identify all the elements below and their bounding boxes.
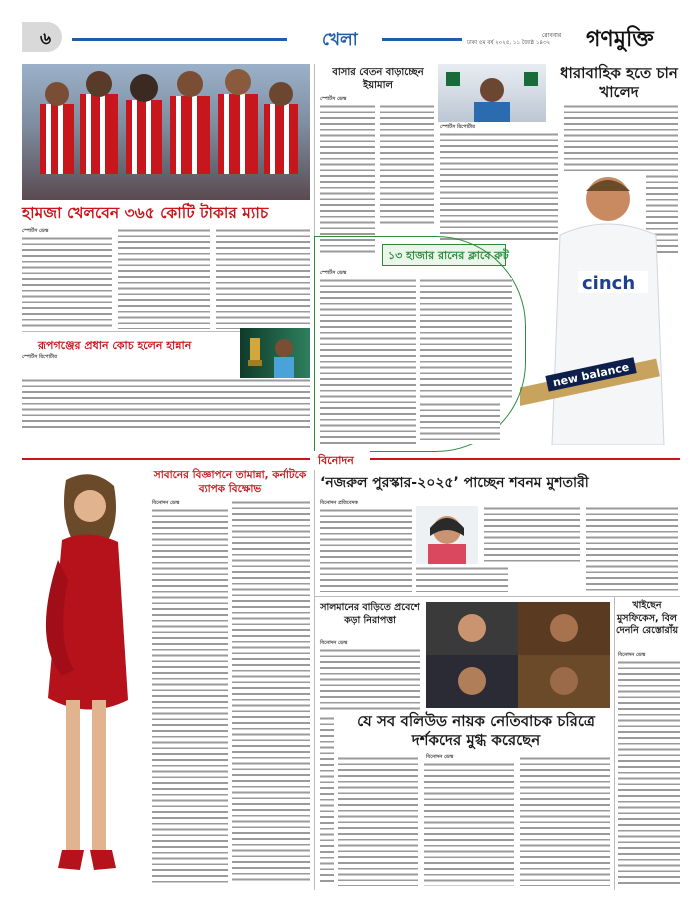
- masthead: [22, 20, 680, 56]
- svg-text:new balance: new balance: [551, 360, 631, 390]
- shabnam-mushtari-portrait: [416, 506, 478, 564]
- section-title: খেলা: [322, 30, 358, 50]
- day-label: রোববার: [542, 32, 562, 39]
- restaurant-body: [618, 660, 680, 886]
- villain-headline: যে সব বলিউড নায়ক নেতিবাচক চরিত্রে দর্শকদের মুগ্ধ করেছেন: [357, 712, 595, 749]
- villain-photo-collage: [426, 602, 610, 708]
- page-number: ৬: [40, 29, 52, 49]
- paper-name: গণমুক্তি: [586, 27, 654, 52]
- root-body-col3: [420, 402, 500, 444]
- hamza-body-col2: [118, 228, 210, 329]
- trophy-and-coach-image: [240, 328, 310, 378]
- salman-body: [320, 648, 420, 712]
- nazrul-body-col4: [586, 506, 678, 592]
- salary-body-col1: [320, 104, 375, 254]
- villain-body-col0: [338, 756, 418, 886]
- salary-headline: বাসার বেতন বাড়াচ্ছেন ইয়ামাল: [332, 67, 424, 91]
- col-divider-1: [314, 64, 315, 264]
- salman-credit: বিনোদন ডেস্ক: [320, 640, 348, 646]
- restaurant-headline: খাইছেন মুসফিকেস, বিল দেননি রেস্তোরাঁয়: [615, 600, 679, 636]
- coach-credit: স্পোর্টস রিপোর্টার: [22, 354, 57, 360]
- villain-credit: বিনোদন ডেস্ক: [426, 754, 454, 760]
- nazrul-credit: বিনোদন প্রতিবেদক: [320, 500, 358, 506]
- salary-body-col2: [380, 104, 434, 224]
- bollywood-actors-collage: [426, 602, 610, 708]
- root-photo: [520, 165, 680, 445]
- tamanna-body-col1: [152, 508, 228, 884]
- villain-body-col2: [520, 756, 610, 886]
- col-divider-2: [314, 470, 315, 890]
- entertainment-section-label: বিনোদন: [318, 454, 354, 467]
- tamanna-headline: সাবানের বিজ্ঞাপনে তামান্না, কর্নাটকে ব্যাপক বিক্ষোভ: [153, 469, 307, 495]
- khaled-headline: ধারাবাহিক হতে চান খালেদ: [560, 64, 678, 101]
- joe-root-batting-image: [520, 165, 680, 445]
- salary-credit: স্পোর্টস ডেস্ক: [320, 96, 347, 102]
- hamza-body-col1: [22, 236, 112, 329]
- col-divider-3: [614, 596, 615, 890]
- hannan-photo: [240, 328, 310, 378]
- svg-text:cinch: cinch: [582, 273, 636, 294]
- root-callout: ১৩ হাজার রানের ক্লাবে রুট: [388, 249, 509, 262]
- villain-body-col1: [424, 762, 514, 886]
- hamza-team-photo: [22, 64, 310, 200]
- salman-headline: সালমানের বাড়িতে প্রবেশে কড়া নিরাপত্তা: [320, 602, 420, 626]
- actress-red-dress-image: [22, 470, 150, 890]
- salman-body-cont: [320, 716, 334, 886]
- khaled-photo: [438, 64, 546, 122]
- root-body-col2: [420, 278, 512, 398]
- nazrul-headline: ‘নজরুল পুরস্কার-২০২৫’ পাচ্ছেন শবনম মুশতারী: [320, 475, 589, 491]
- nazrul-body-col1: [320, 508, 412, 592]
- restaurant-credit: বিনোদন ডেস্ক: [618, 652, 646, 658]
- coach-body: [22, 378, 310, 428]
- khaled-body-col2: [564, 104, 678, 174]
- coach-headline: রূপগঞ্জের প্রধান কোচ হলেন হান্নান: [38, 339, 192, 352]
- date-line: ঢাকা ৫ম বর্ষ ২০২৫, ১১ জ্যৈষ্ঠ ১৪৩২: [467, 40, 551, 46]
- tamanna-body-col2: [232, 500, 310, 884]
- tamanna-credit: বিনোদন ডেস্ক: [152, 500, 180, 506]
- hamza-headline: হামজা খেলবেন ৩৬৫ কোটি টাকার ম্যাচ: [22, 204, 269, 222]
- shabnam-photo: [416, 506, 478, 564]
- tamanna-photo: [22, 470, 150, 890]
- hamza-body-col3: [216, 228, 310, 329]
- nazrul-body-col2: [416, 566, 508, 592]
- root-credit: স্পোর্টস ডেস্ক: [320, 270, 347, 276]
- hamza-credit: স্পোর্টস ডেস্ক: [22, 228, 49, 234]
- masthead-rule-left: [72, 38, 287, 41]
- root-body-col1: [320, 278, 416, 446]
- khaled-credit: স্পোর্টস রিপোর্টার: [440, 124, 475, 130]
- row-divider: [314, 596, 680, 597]
- nazrul-body-col3: [484, 506, 580, 564]
- khaled-portrait-image: [438, 64, 546, 122]
- celebrating-players-image: [22, 64, 310, 200]
- masthead-rule-right: [382, 38, 462, 41]
